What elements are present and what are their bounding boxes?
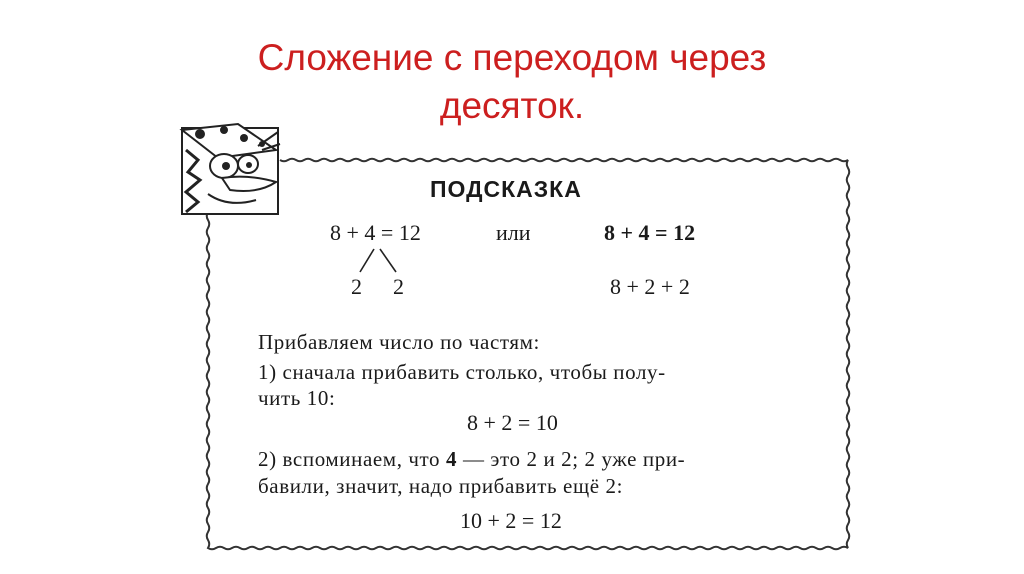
split-line-right (380, 249, 396, 272)
example-equation-left: 8 + 4 = 12 (330, 220, 421, 245)
split-number-left: 2 (351, 274, 362, 299)
slide-title-line2: десяток. (439, 85, 585, 126)
step1-equation: 8 + 2 = 10 (467, 410, 558, 435)
step2-line1: 2) вспоминаем, что 4 — это 2 и 2; 2 уже при- (258, 447, 686, 471)
step2-line2: бавили, значит, надо прибавить ещё 2: (258, 474, 624, 498)
step1-line1: 1) сначала прибавить столько, чтобы полу- (258, 360, 666, 384)
slide-title-line1: Сложение с переходом через (257, 37, 767, 78)
split-line-left (360, 249, 374, 272)
decomposed-expression: 8 + 2 + 2 (610, 274, 690, 299)
explanation-intro: Прибавляем число по частям: (258, 330, 540, 354)
or-word: или (496, 220, 531, 245)
cartoon-gnome-icon (178, 120, 282, 216)
hint-heading: ПОДСКАЗКА (430, 176, 582, 202)
split-number-right: 2 (393, 274, 404, 299)
step1-line2: чить 10: (258, 386, 336, 410)
step2-equation: 10 + 2 = 12 (460, 508, 562, 533)
example-equation-right: 8 + 4 = 12 (604, 220, 696, 245)
step2-bold-number: 4 (446, 447, 458, 471)
